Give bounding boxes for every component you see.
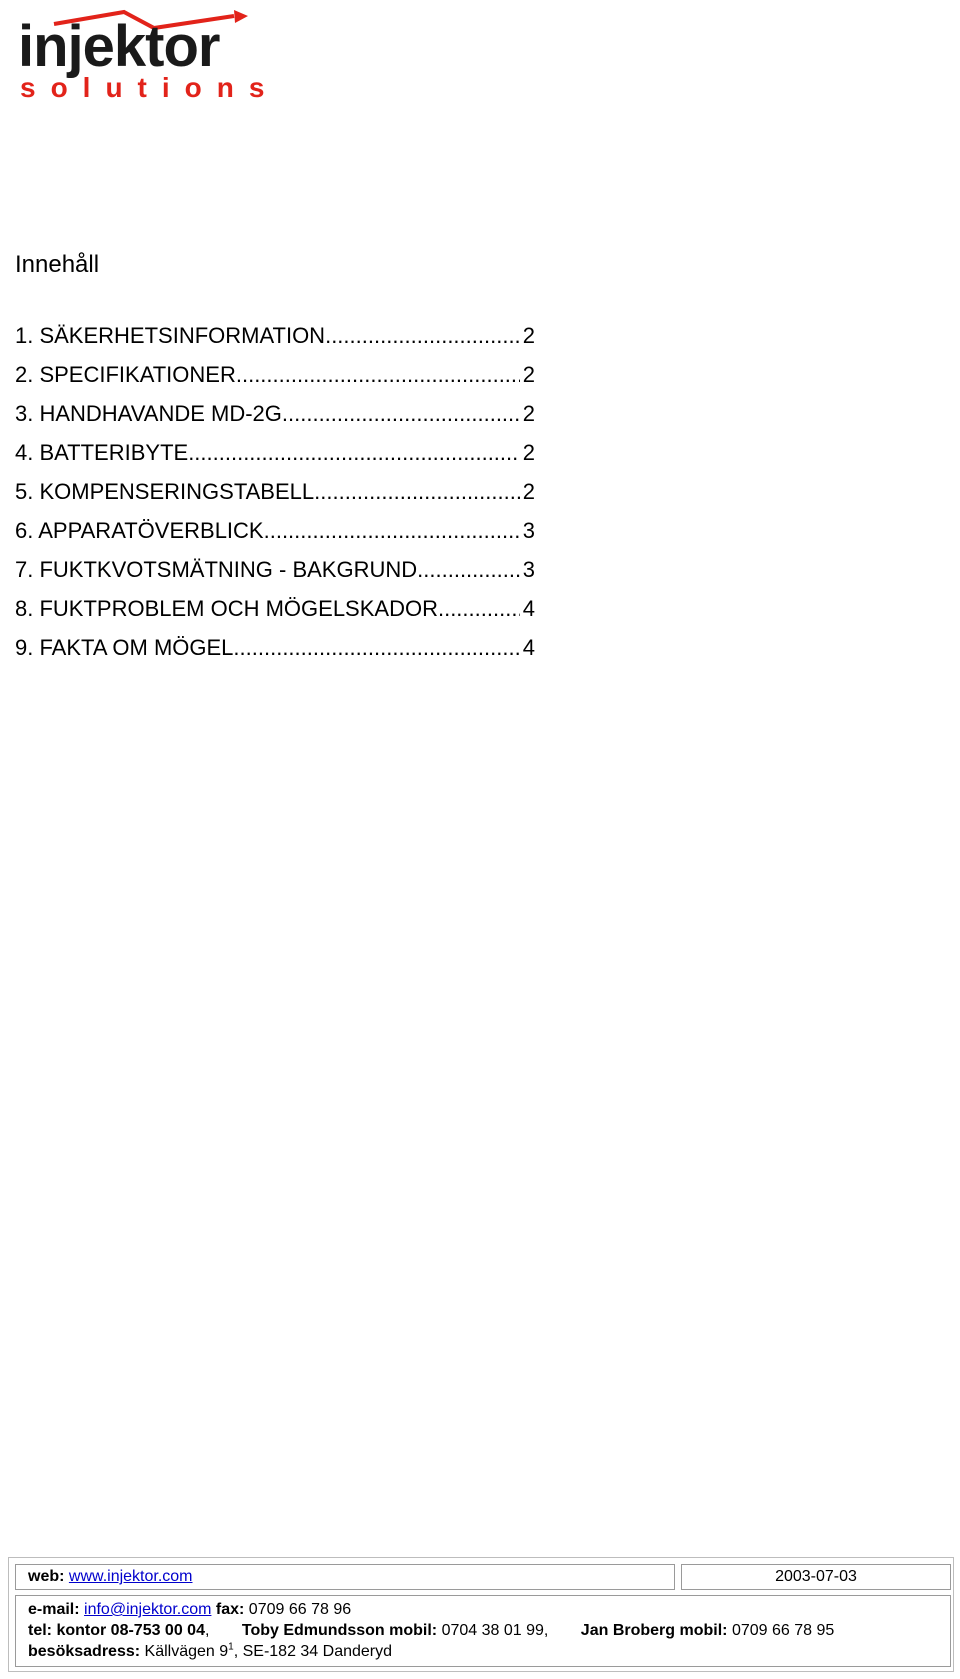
address-superscript: 1 — [228, 1641, 234, 1653]
toc-leader-dots — [438, 589, 520, 628]
toc-leader-dots — [282, 394, 520, 433]
toc-entry-title: 9. FAKTA OM MÖGEL — [15, 635, 234, 660]
email-label: e-mail: — [28, 1601, 80, 1618]
toc-leader-dots — [188, 433, 520, 472]
toc-entry-title: 8. FUKTPROBLEM OCH MÖGELSKADOR — [15, 596, 438, 621]
contact1-phone: 0704 38 01 99, — [441, 1622, 549, 1639]
contact1-label: Toby Edmundsson mobil: — [241, 1622, 438, 1639]
logo-wordmark-top: injektor — [18, 14, 220, 79]
toc-entry[interactable] — [15, 628, 535, 667]
toc-heading: Innehåll — [15, 251, 100, 278]
address-rest: , SE-182 34 Danderyd — [233, 1643, 393, 1660]
company-logo — [14, 8, 280, 103]
footer-web-cell — [15, 1564, 675, 1590]
toc-entry[interactable] — [15, 472, 535, 511]
toc-entry-page: 2 — [522, 323, 535, 348]
fax-number: 0709 66 78 96 — [248, 1601, 352, 1618]
logo-wordmark-bottom: solutions — [20, 72, 280, 103]
toc-leader-dots — [264, 511, 520, 550]
address-label: besöksadress: — [28, 1643, 141, 1660]
toc-entry[interactable] — [15, 394, 535, 433]
footer-email-line — [28, 1599, 938, 1620]
footer-address-line — [28, 1641, 938, 1662]
toc-entry-page: 2 — [522, 479, 535, 504]
toc-entry[interactable] — [15, 355, 535, 394]
toc-entry-page: 2 — [522, 362, 535, 387]
toc-leader-dots — [417, 550, 520, 589]
page-footer — [8, 1557, 954, 1672]
toc-entry-page: 3 — [522, 557, 535, 582]
toc-entry-page: 2 — [522, 401, 535, 426]
tel-separator: , — [204, 1622, 210, 1639]
toc-entry-page: 3 — [522, 518, 535, 543]
contact2-phone: 0709 66 78 95 — [731, 1622, 835, 1639]
table-of-contents — [15, 316, 535, 667]
toc-entry[interactable] — [15, 550, 535, 589]
footer-phone-line — [28, 1620, 938, 1641]
toc-entry-title: 4. BATTERIBYTE — [15, 440, 189, 465]
toc-entry-page: 4 — [522, 596, 535, 621]
toc-entry-page: 4 — [522, 635, 535, 660]
toc-leader-dots — [233, 628, 519, 667]
toc-leader-dots — [314, 472, 520, 511]
toc-entry-title: 2. SPECIFIKATIONER — [15, 362, 236, 387]
website-link[interactable]: www.injektor.com — [68, 1568, 193, 1585]
toc-entry[interactable] — [15, 589, 535, 628]
toc-entry[interactable] — [15, 433, 535, 472]
toc-entry[interactable] — [15, 316, 535, 355]
address-street: Källvägen 9 — [144, 1643, 229, 1660]
toc-leader-dots — [325, 316, 520, 355]
toc-entry-title: 1. SÄKERHETSINFORMATION — [15, 323, 326, 348]
toc-entry-title: 5. KOMPENSERINGSTABELL — [15, 479, 315, 504]
toc-entry-page: 2 — [522, 440, 535, 465]
toc-entry-title: 6. APPARATÖVERBLICK — [15, 518, 264, 543]
toc-entry[interactable] — [15, 511, 535, 550]
fax-label: fax: — [215, 1601, 245, 1618]
footer-contact-cell — [15, 1595, 951, 1667]
footer-date: 2003-07-03 — [681, 1564, 951, 1590]
web-label: web: — [28, 1568, 65, 1585]
toc-leader-dots — [236, 355, 520, 394]
toc-entry-title: 7. FUKTKVOTSMÄTNING - BAKGRUND — [15, 557, 418, 582]
toc-entry-title: 3. HANDHAVANDE MD-2G — [15, 401, 282, 426]
contact2-label: Jan Broberg mobil: — [580, 1622, 728, 1639]
email-link[interactable]: info@injektor.com — [84, 1601, 212, 1618]
tel-label: tel: kontor 08-753 00 04 — [28, 1622, 205, 1639]
